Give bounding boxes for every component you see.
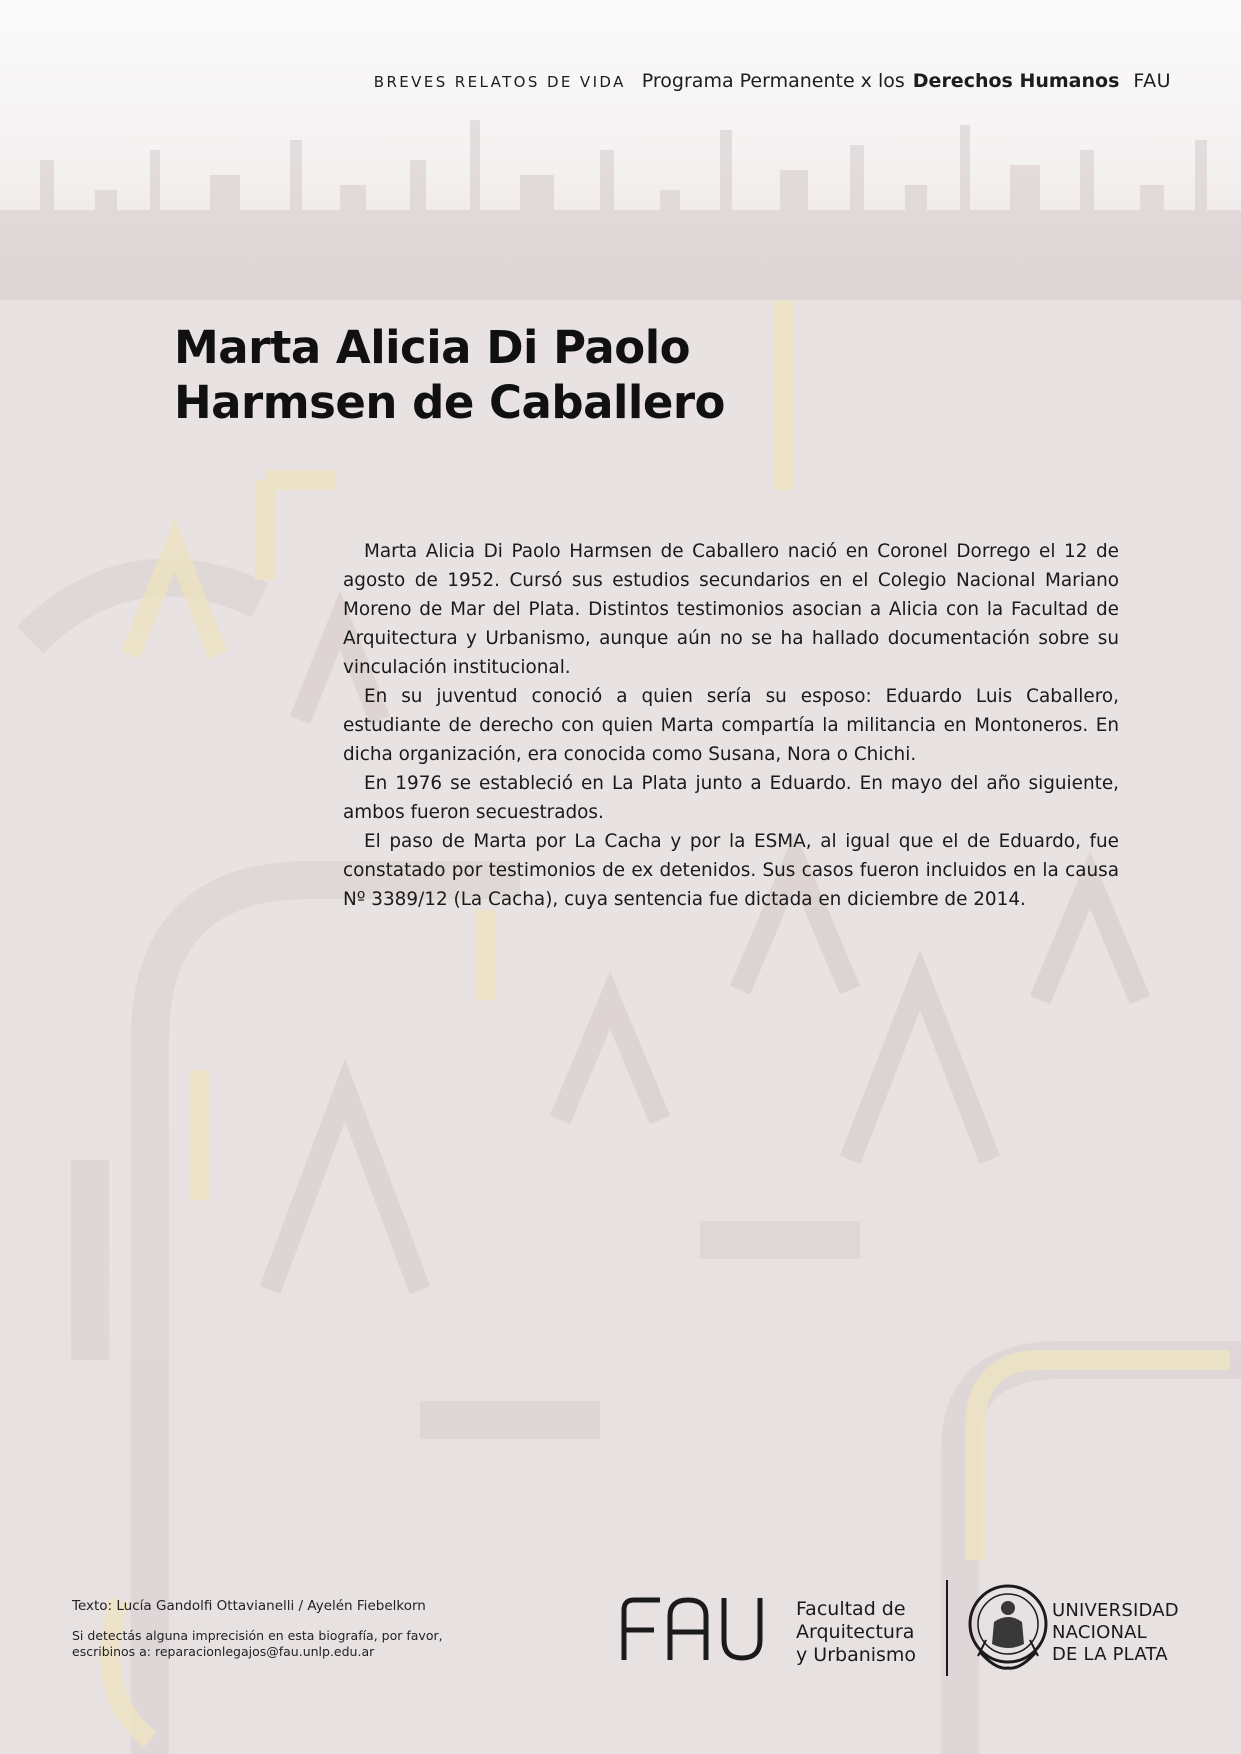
unlp-name-line-2: NACIONAL	[1052, 1622, 1147, 1643]
fau-name-line-3: y Urbanismo	[796, 1644, 917, 1666]
paragraph: En su juventud conoció a quien sería su esposo: Eduardo Luis Caballero, estudiante de derecho con quien Marta compartía la militancia en Montoneros. En dicha organización, era conocida como Susana, Nora o Chichi.	[343, 686, 1119, 765]
biography-text	[343, 537, 1119, 914]
paragraph: En 1976 se estableció en La Plata junto a Eduardo. En mayo del año siguiente, ambos fueron secuestrados.	[343, 773, 1119, 823]
unlp-seal-icon	[966, 1582, 1050, 1674]
paragraph: El paso de Marta por La Cacha y por la ESMA, al igual que el de Eduardo, fue constatado por testimonios de ex detenidos. Sus casos fueron incluidos en la causa Nº 3389/12 (La Cacha), cuya sentencia fue dictada en diciembre de 2014.	[343, 831, 1119, 910]
fau-name	[796, 1598, 916, 1667]
correction-note-line-2: escribinos a: reparacionlegajos@fau.unlp.edu.ar	[72, 1644, 375, 1659]
fau-name-line-1: Facultad de	[796, 1598, 906, 1620]
author-credit: Texto: Lucía Gandolfi Ottavianelli / Ayelén Fiebelkorn	[72, 1598, 426, 1614]
correction-note	[72, 1628, 492, 1660]
unlp-name-line-1: UNIVERSIDAD	[1052, 1600, 1179, 1621]
program-label: Programa Permanente x los	[641, 70, 905, 92]
unlp-name-line-3: DE LA PLATA	[1052, 1644, 1168, 1665]
fau-logo	[620, 1596, 766, 1662]
program-emphasis: Derechos Humanos	[912, 70, 1120, 92]
credits	[72, 1598, 492, 1660]
fau-name-line-2: Arquitectura	[796, 1621, 915, 1643]
unlp-name	[1052, 1600, 1179, 1666]
page-title	[174, 320, 994, 430]
title-line-2: Harmsen de Caballero	[174, 376, 725, 429]
correction-note-line-1: Si detectás alguna imprecisión en esta biografía, por favor,	[72, 1628, 443, 1643]
paragraph: Marta Alicia Di Paolo Harmsen de Caballero nació en Coronel Dorrego el 12 de agosto de 1952. Cursó sus estudios secundarios en el Colegio Nacional Mariano Moreno de Mar del Plata. Distintos testimonios asocian a Alicia con la Facultad de Arquitectura y Urbanismo, aunque aún no se ha hallado documentación sobre su vinculación institucional.	[343, 541, 1119, 678]
title-line-1: Marta Alicia Di Paolo	[174, 321, 691, 374]
institution-logos	[620, 1580, 1180, 1680]
program-fau: FAU	[1133, 70, 1171, 92]
series-label: BREVES RELATOS DE VIDA	[373, 73, 626, 91]
logo-divider	[946, 1580, 948, 1676]
header-bar	[374, 70, 1171, 100]
